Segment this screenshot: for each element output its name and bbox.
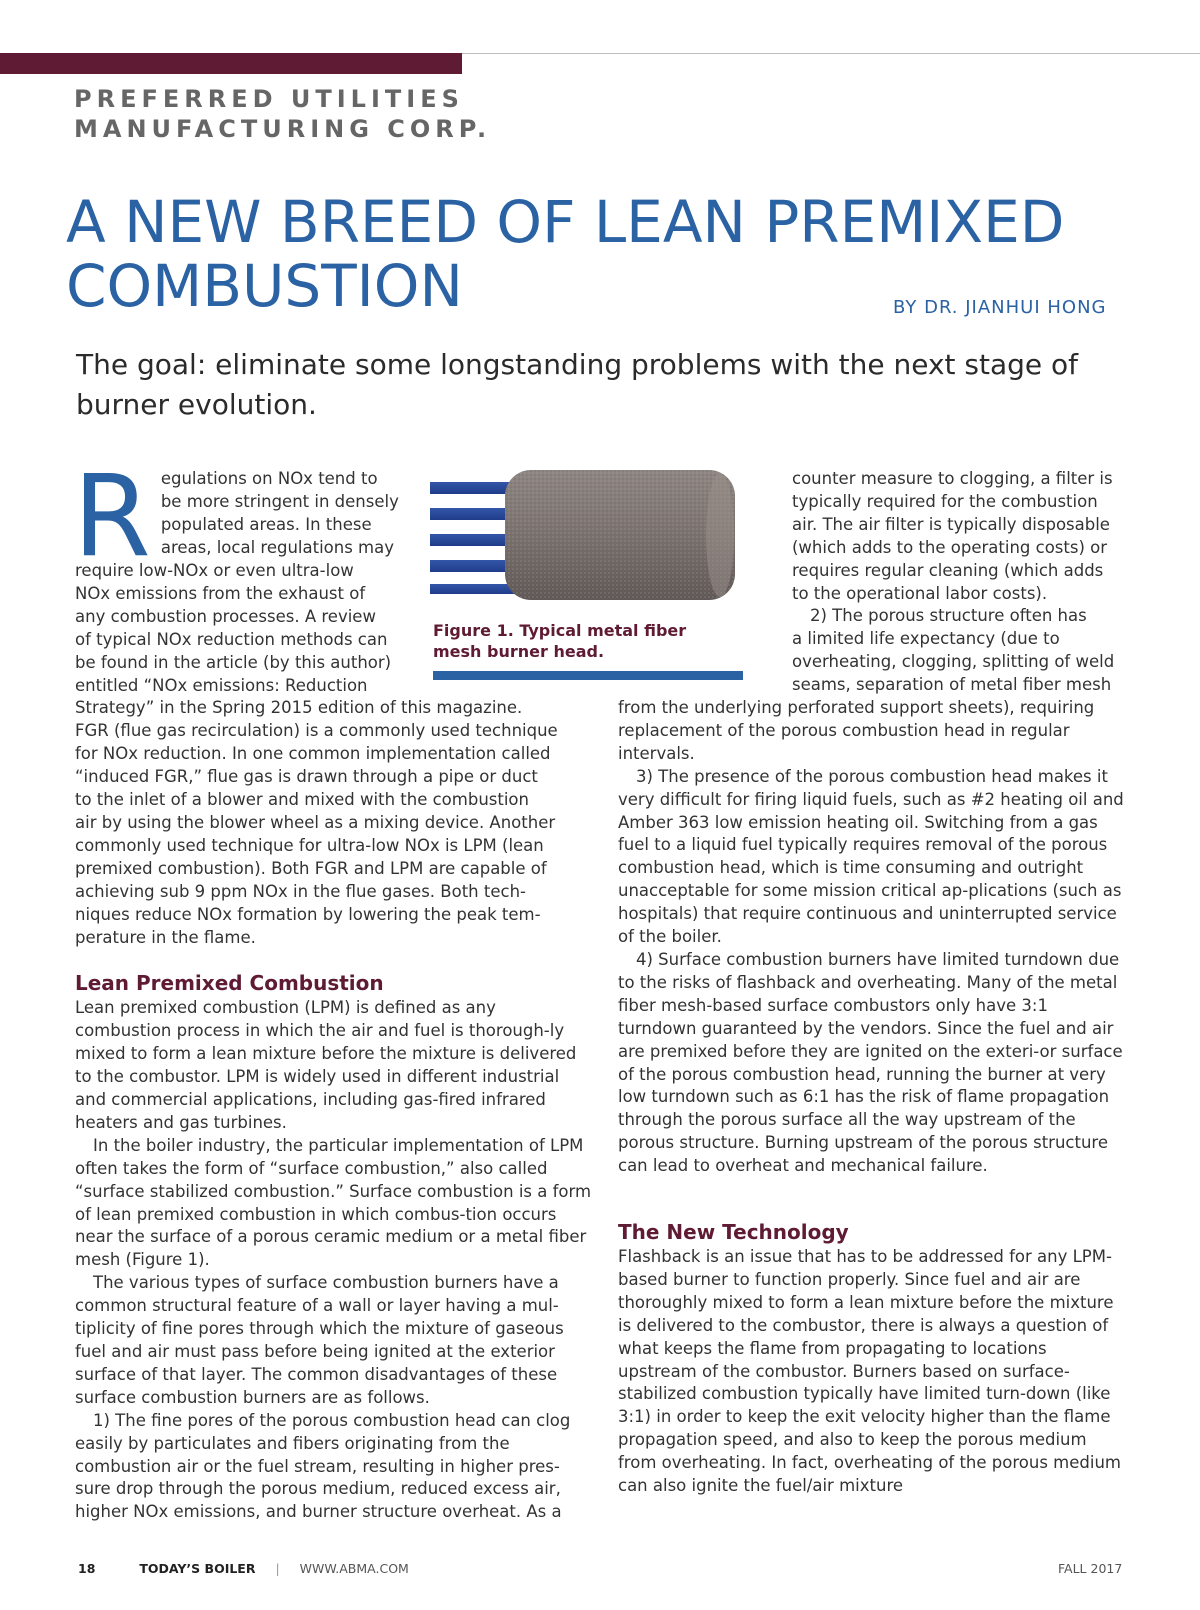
body-line: typically required for the combustion (792, 491, 1098, 511)
body-paragraph: Lean premixed combustion (LPM) is defined as any combustion process in which the air and fuel is thorough-ly mixed to form a lean mixture before the mixture is delivered to the combustor. LPM is widely used in different industrial and commercial applications, including gas-fired infrared heaters and gas turbines. (75, 998, 577, 1132)
intro-line: any combustion processes. A review (75, 606, 376, 626)
intro-line: require low-NOx or even ultra-low (75, 561, 354, 580)
intro-line: of typical NOx reduction methods can (75, 629, 388, 649)
company-line-1: PREFERRED UTILITIES (74, 85, 464, 113)
body-paragraph: In the boiler industry, the particular implementation of LPM often takes the form of “surface combustion,” also called “surface stabilized combustion.” Surface combustion is a form of lean premixed combustion in which combus-tion occurs near the surface of a porous ceramic medium or a metal fiber mesh (Figure 1). (75, 1135, 592, 1270)
intro-line: premixed combustion). Both FGR and LPM are capable of (75, 858, 547, 878)
body-paragraph: 3) The presence of the porous combustion head makes it very difficult for firing liquid fuels, such as #2 heating oil and Amber 363 low emission heating oil. Switching from a gas fuel to a liquid fuel typically requires removal of the porous combustion head, which is time consuming and outright unacceptable for some mission critical ap-plications (such as hospitals) that require continuous and uninterrupted service of the boiler. (618, 766, 1124, 947)
body-line: overheating, clogging, splitting of weld (792, 652, 1115, 672)
intro-line: FGR (flue gas recirculation) is a commonly used technique (75, 721, 558, 741)
issue-date: FALL 2017 (1058, 1561, 1123, 1576)
intro-line: egulations on NOx tend to (160, 469, 378, 488)
body-line: counter measure to clogging, a filter is (792, 469, 1113, 488)
body-line: seams, separation of metal fiber mesh (792, 675, 1112, 695)
intro-line: commonly used technique for ultra-low NOx is LPM (lean (75, 835, 544, 855)
body-paragraph: The various types of surface combustion burners have a common structural feature of a wall or layer having a mul-tiplicity of fine pores through which the mixture of gaseous fuel and air must pass before being ignited at the exterior surface of that layer. The common disadvantages of these surface combustion burners are as follows. (75, 1273, 564, 1407)
body-paragraph: 1) The fine pores of the porous combustion head can clog easily by particulates and fibers originating from the combustion air or the fuel stream, resulting in higher pres-sure drop through the porous medium, reduced excess air, higher NOx emissions, and burner structure overheat. As a (75, 1410, 571, 1522)
intro-line: to the inlet of a blower and mixed with the combustion (75, 790, 529, 810)
intro-line: be more stringent in densely (160, 491, 399, 511)
intro-line: perature in the flame. (75, 927, 256, 947)
intro-line: niques reduce NOx formation by lowering the peak tem- (75, 904, 541, 924)
figure-caption-line-2: mesh burner head. (433, 642, 605, 661)
intro-line: for NOx reduction. In one common implementation called (75, 744, 551, 764)
footer-separator: | (275, 1561, 280, 1576)
footer-left (78, 1561, 409, 1576)
intro-line: NOx emissions from the exhaust of (75, 583, 366, 603)
right-column (618, 697, 1130, 1498)
body-paragraph: 4) Surface combustion burners have limited turndown due to the risks of flashback and overheating. Many of the metal fiber mesh-based surface combustors only have 3:1 turndown guaranteed by the vendors. Since the fuel and air are premixed before they are ignited on the exteri-or surface of the porous combustion head, running the burner at very low turndown such as 6:1 has the risk of flame propagation through the porous surface all the way upstream of the porous structure. Burning upstream of the porous structure can lead to overheat and mechanical failure. (618, 949, 1123, 1176)
title-line-1: A NEW BREED OF LEAN PREMIXED (66, 188, 1065, 256)
body-paragraph: Flashback is an issue that has to be addressed for any LPM-based burner to function properly. Since fuel and air are thoroughly mixed to form a lean mixture before the mixture is delivered to the combustor, there is always a question of what keeps the flame from propagating to locations upstream of the combustor. Burners based on surface-stabilized combustion typically have limited turn-down (like 3:1) in order to keep the exit velocity higher than the flame propagation speed, and also to keep the porous medium from overheating. In fact, overheating of the porous medium can also ignite the fuel/air mixture (618, 1247, 1121, 1496)
title-line-2: COMBUSTION (66, 252, 463, 320)
right-column-top (792, 468, 1132, 697)
intro-line: be found in the article (by this author) (75, 652, 392, 672)
intro-line: areas, local regulations may (160, 537, 394, 557)
top-accent-bar (0, 53, 462, 74)
left-column (73, 452, 595, 1524)
intro-line: populated areas. In these (160, 514, 372, 534)
body-line: air. The air filter is typically disposable (792, 514, 1110, 534)
section-heading-new-technology: The New Technology (618, 1220, 849, 1245)
intro-line: Strategy” in the Spring 2015 edition of this magazine. (75, 698, 523, 718)
body-paragraph: from the underlying perforated support sheets), requiring replacement of the porous combustion head in regular intervals. (618, 698, 1095, 763)
article-subtitle: The goal: eliminate some longstanding problems with the next stage of burner evolution. (76, 348, 1079, 421)
byline: BY DR. JIANHUI HONG (893, 297, 1107, 318)
intro-line: achieving sub 9 ppm NOx in the flue gases. Both tech- (75, 881, 526, 901)
figure-caption-line-1: Figure 1. Typical metal fiber (433, 621, 687, 640)
drop-cap: R (73, 452, 151, 582)
body-line: to the operational labor costs). (792, 583, 1048, 603)
page-number: 18 (78, 1561, 96, 1576)
body-line: a limited life expectancy (due to (792, 629, 1060, 649)
magazine-name: TODAY’S BOILER (139, 1561, 256, 1576)
intro-line: “induced FGR,” flue gas is drawn through a pipe or duct (75, 767, 538, 787)
section-heading-lean-premixed: Lean Premixed Combustion (75, 971, 384, 996)
intro-line: air by using the blower wheel as a mixing device. Another (75, 812, 556, 832)
body-line: requires regular cleaning (which adds (792, 560, 1104, 580)
intro-paragraph (73, 452, 595, 949)
body-line: (which adds to the operating costs) or (792, 537, 1108, 557)
company-name (74, 84, 491, 144)
website-link[interactable]: WWW.ABMA.COM (299, 1561, 409, 1576)
intro-line: entitled “NOx emissions: Reduction (75, 675, 368, 695)
body-line: 2) The porous structure often has (810, 606, 1087, 626)
company-line-2: MANUFACTURING CORP. (74, 115, 492, 143)
